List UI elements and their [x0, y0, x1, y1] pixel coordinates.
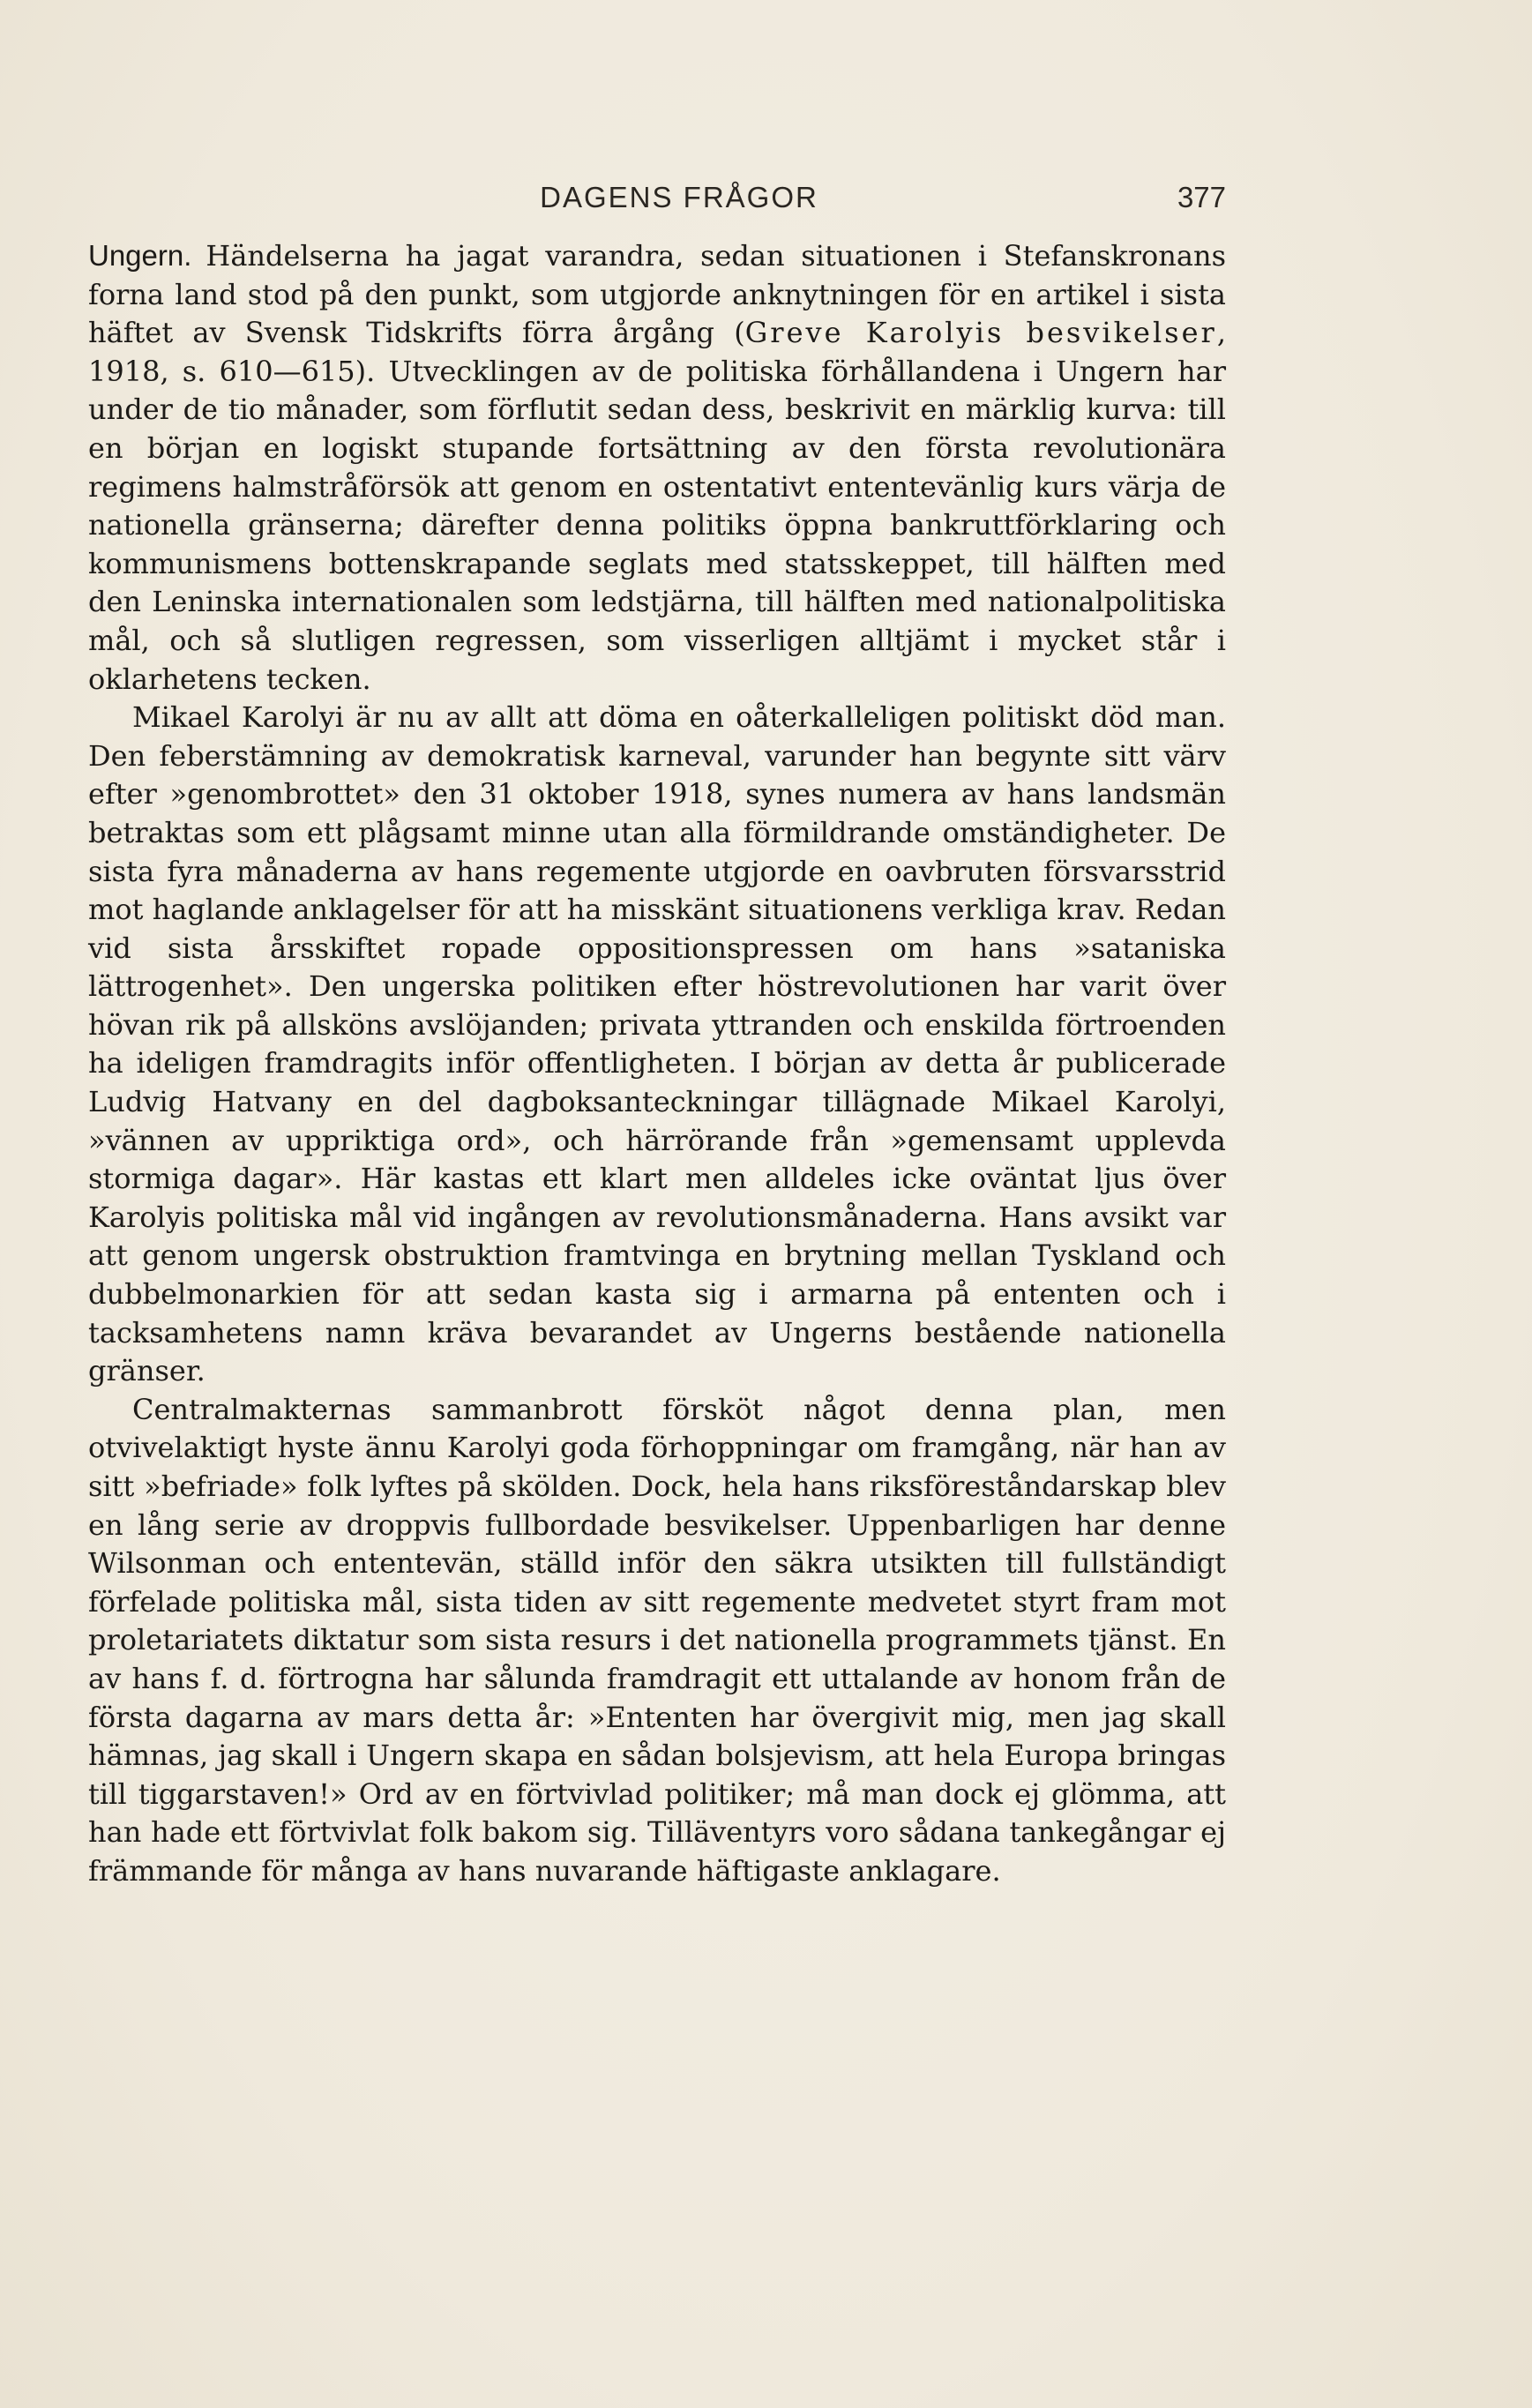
running-head [132, 181, 1226, 220]
running-head-title: DAGENS FRÅGOR [540, 181, 818, 213]
paragraph-1-text-a: Händelserna ha jagat varandra, sedan situationen i Stefanskronans forna land stod på den punkt, som utgjorde anknytningen för en artikel i sista häftet av Svensk Tidskrifts förra årgång ( [88, 239, 1226, 350]
paragraph-1-text-b: , 1918, s. 610—615). Utvecklingen av de politiska förhållandena i Ungern har under de tio månader, som förflutit sedan dess, beskrivit en märklig kurva: till en början en logiskt stupande fortsättning av den första revolutionära regimens halmstråförsök att genom en ostentativt ententevänlig kurs värja de nationella gränserna; därefter denna politiks öppna bankruttförklaring och kommunismens bottenskrapande seglats med statsskeppet, till hälften med den Leninska internationalen som ledstjärna, till hälften med nationalpolitiska mål, och så slutligen regressen, som visserligen alltjämt i mycket står i oklarhetens tecken. [88, 316, 1227, 696]
page-number: 377 [1177, 181, 1226, 213]
cited-article-title: Greve Karolyis besvikelser [744, 316, 1217, 350]
paragraph-3: Centralmakternas sammanbrott försköt något denna plan, men otvivelaktigt hyste ännu Karolyi goda förhoppningar om framgång, när han av sitt »befriade» folk lyftes på skölden. Dock, hela hans riksföreståndarskap blev en lång serie av droppvis fullbordade besvikelser. Uppenbarligen har denne Wilsonman och ententevän, ställd inför den säkra utsikten till fullständigt förfelade politiska mål, sista tiden av sitt regemente medvetet styrt fram mot proletariatets diktatur som sista resurs i det nationella programmets tjänst. En av hans f. d. förtrogna har sålunda framdragit ett uttalande av honom från de första dagarna av mars detta år: »Ententen har övergivit mig, men jag skall hämnas, jag skall i Ungern skapa en sådan bolsjevism, att hela Europa bringas till tiggarstaven!» Ord av en förtvivlad politiker; må man dock ej glömma, att han hade ett förtvivlat folk bakom sig. Tilläventyrs voro sådana tankegångar ej främmande för många av hans nuvarande häftigaste anklagare. [88, 1392, 1226, 1888]
paragraph-1 [88, 236, 1226, 699]
paragraph-2: Mikael Karolyi är nu av allt att döma en oåterkalleligen politiskt död man. Den feberstämning av demokratisk karneval, varunder han begynte sitt värv efter »genombrottet» den 31 oktober 1918, synes numera av hans landsmän betraktas som ett plågsamt minne utan alla förmildrande omständigheter. De sista fyra månaderna av hans regemente utgjorde en oavbruten försvarsstrid mot haglande anklagelser för att ha misskänt situationens verkliga krav. Redan vid sista årsskiftet ropade oppositionspressen om hans »sataniska lättrogenhet». Den ungerska politiken efter höstrevolutionen har varit över hövan rik på allsköns avslöjanden; privata yttranden och enskilda förtroenden ha ideligen framdragits inför offentligheten. I början av detta år publicerade Ludvig Hatvany en del dagboksanteckningar tillägnade Mikael Karolyi, »vännen av uppriktiga ord», och härrörande från »gemensamt upplevda stormiga dagar». Här kastas ett klart men alldeles icke oväntat ljus över Karolyis politiska mål vid ingången av revolutionsmånaderna. Hans avsikt var att genom ungersk obstruktion framtvinga en brytning mellan Tyskland och dubbelmonarkien för att sedan kasta sig i armarna på ententen och i tacksamhetens namn kräva bevarandet av Ungerns bestående nationella gränser. [88, 700, 1226, 1388]
section-label: Ungern. [88, 239, 192, 272]
article-body [88, 236, 1226, 1891]
